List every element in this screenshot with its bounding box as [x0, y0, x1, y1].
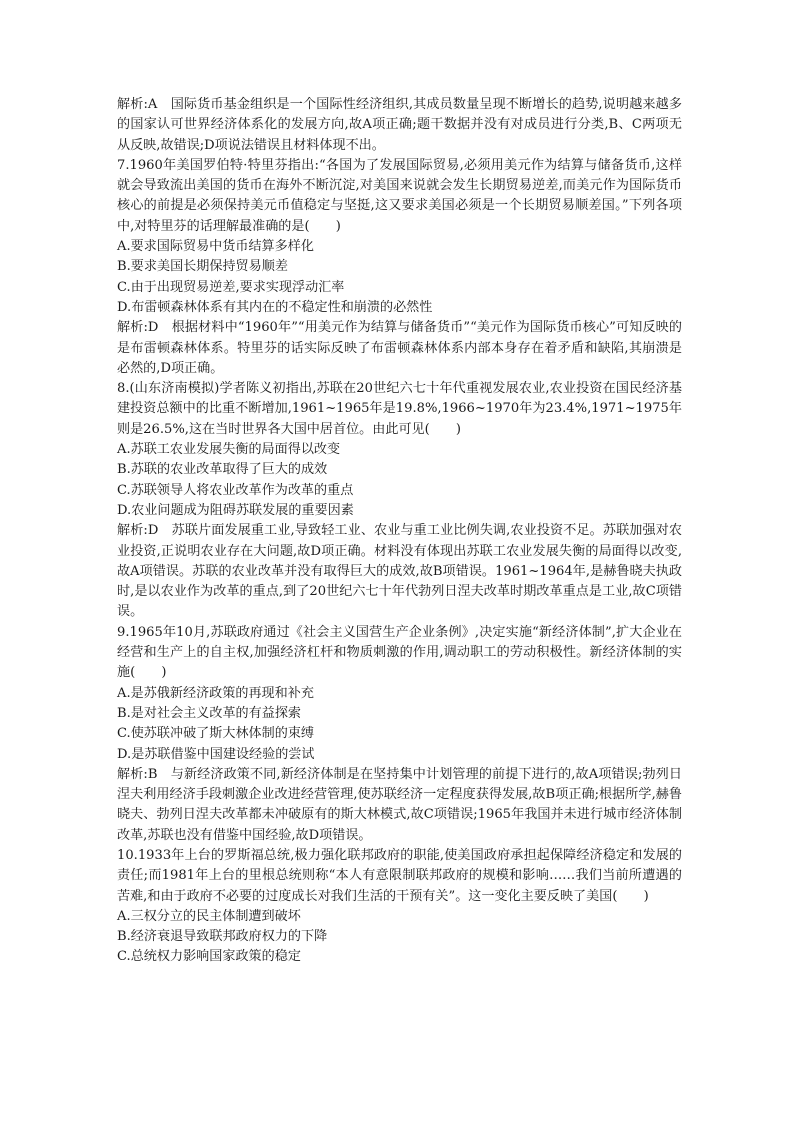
- analysis-q6: 解析:A 国际货币基金组织是一个国际性经济组织,其成员数量呈现不断增长的趋势,说明越来越多的国家认可世界经济体系化的发展方向,故A项正确;题干数据并没有对成员进行分类,B、C两项无从反映,故错误;D项说法错误且材料体现不出。: [117, 97, 682, 153]
- question-10-option-c: C.总统权力影响国家政策的稳定: [117, 949, 301, 965]
- question-9-option-a: A.是苏俄新经济政策的再现和补充: [117, 685, 314, 701]
- question-10-stem: 10.1933年上台的罗斯福总统,极力强化联邦政府的职能,使美国政府承担起保障经济稳定和发展的责任;而1981年上台的里根总统则称“本人有意限制联邦政府的规模和影响……我们当前所遭遇的苦难,和由于政府不必要的过度成长对我们生活的干预有关”。这一变化主要反映了美国( ): [117, 847, 682, 904]
- document-body: [117, 95, 682, 968]
- question-9-option-c: C.使苏联冲破了斯大林体制的束缚: [117, 726, 315, 742]
- analysis-q8: 解析:D 苏联片面发展重工业,导致轻工业、农业与重工业比例失调,农业投资不足。苏联加强对农业投资,正说明农业存在大问题,故D项正确。材料没有体现出苏联工农业发展失衡的局面得以改变,故A项错误。苏联的农业改革并没有取得巨大的成效,故B项错误。1961~1964年,是赫鲁晓夫执政时,是以农业作为改革的重点,到了20世纪六七十年代勃列日涅夫改革时期改革重点是工业,故C项错误。: [117, 523, 682, 620]
- question-7-option-d: D.布雷顿森林体系有其内在的不稳定性和崩溃的必然性: [117, 299, 433, 315]
- question-8-option-c: C.苏联领导人将农业改革作为改革的重点: [117, 482, 354, 498]
- analysis-q7: 解析:D 根据材料中“1960年”“用美元作为结算与储备货币”“美元作为国际货币核心”可知反映的是布雷顿森林体系。特里芬的话实际反映了布雷顿森林体系内部本身存在着矛盾和缺陷,其崩溃是必然的,D项正确。: [117, 320, 682, 376]
- question-7-option-b: B.要求美国长期保持贸易顺差: [117, 259, 288, 275]
- question-7-option-a: A.要求国际贸易中货币结算多样化: [117, 239, 314, 255]
- question-9-stem: 9.1965年10月,苏联政府通过《社会主义国营生产企业条例》,决定实施“新经济体制”,扩大企业在经营和生产上的自主权,加强经济杠杆和物质刺激的作用,调动职工的劳动积极性。新经济体制的实施( ): [117, 624, 682, 681]
- question-7-stem: 7.1960年美国罗伯特·特里芬指出:“各国为了发展国际贸易,必须用美元作为结算与储备货币,这样就会导致流出美国的货币在海外不断沉淀,对美国来说就会发生长期贸易逆差,而美元作为国际货币核心的前提是必须保持美元币值稳定与坚挺,这又要求美国必须是一个长期贸易顺差国。”下列各项中,对特里芬的话理解最准确的是( ): [117, 157, 682, 234]
- question-7-option-c: C.由于出现贸易逆差,要求实现浮动汇率: [117, 279, 345, 295]
- question-10-option-b: B.经济衰退导致联邦政府权力的下降: [117, 929, 328, 945]
- question-10-option-a: A.三权分立的民主体制遭到破坏: [117, 908, 301, 924]
- question-8-option-d: D.农业问题成为阻碍苏联发展的重要因素: [117, 502, 354, 518]
- question-8-stem: 8.(山东济南模拟)学者陈义初指出,苏联在20世纪六七十年代重视发展农业,农业投资在国民经济基建投资总额中的比重不断增加,1961~1965年是19.8%,1966~1970年为23.4%,1971~1975年则是26.5%,这在当时世界各大国中居首位。由此可见( ): [117, 381, 682, 437]
- question-9-option-b: B.是对社会主义改革的有益探索: [117, 705, 302, 721]
- question-9-option-d: D.是苏联借鉴中国建设经验的尝试: [117, 746, 315, 762]
- question-8-option-a: A.苏联工农业发展失衡的局面得以改变: [117, 442, 341, 458]
- analysis-q9: 解析:B 与新经济政策不同,新经济体制是在坚持集中计划管理的前提下进行的,故A项错误;勃列日涅夫利用经济手段刺激企业改进经营管理,使苏联经济一定程度获得发展,故B项正确;根据所学,赫鲁晓夫、勃列日涅夫改革都未冲破原有的斯大林模式,故C项错误;1965年我国并未进行城市经济体制改革,苏联也没有借鉴中国经验,故D项错误。: [117, 766, 682, 843]
- question-8-option-b: B.苏联的农业改革取得了巨大的成效: [117, 462, 328, 478]
